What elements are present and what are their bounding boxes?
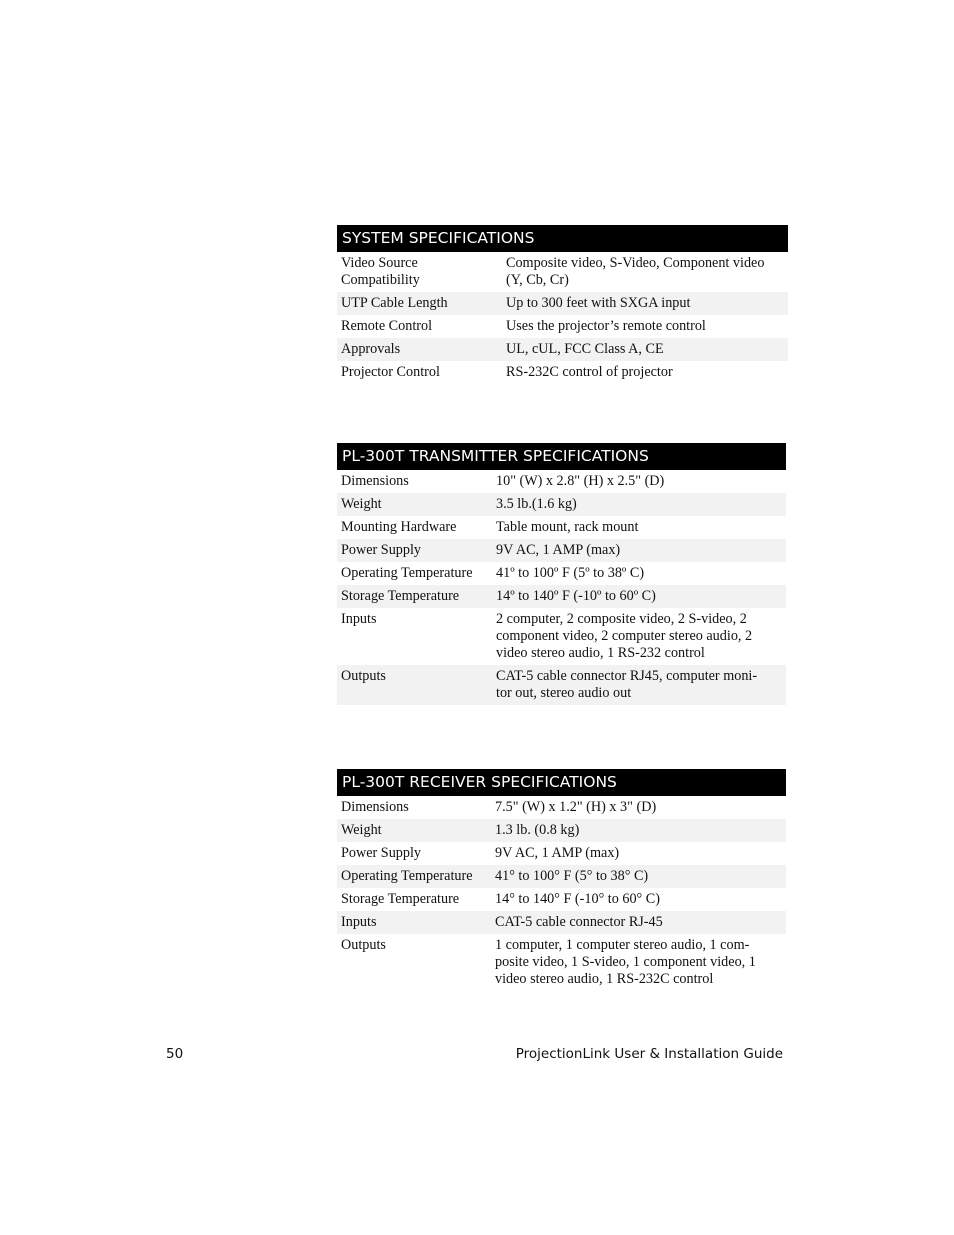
table-row bbox=[337, 493, 786, 516]
spec-value: 41º to 100º F (5º to 38º C) bbox=[496, 565, 645, 581]
spec-label: Dimensions bbox=[341, 473, 409, 489]
spec-value: Composite video, S-Video, Component video (Y, Cb, Cr) bbox=[506, 255, 765, 288]
table-row bbox=[337, 819, 786, 842]
table-row bbox=[337, 292, 788, 315]
table-row bbox=[337, 539, 786, 562]
spec-label: Outputs bbox=[341, 937, 386, 953]
spec-label: Operating Temperature bbox=[341, 565, 473, 581]
transmitter-specifications-table bbox=[337, 443, 786, 705]
spec-value: 9V AC, 1 AMP (max) bbox=[496, 542, 621, 558]
spec-value: 14° to 140° F (-10° to 60° C) bbox=[495, 891, 660, 907]
table-row bbox=[337, 842, 786, 865]
spec-value: CAT-5 cable connector RJ-45 bbox=[495, 914, 663, 930]
table-title: PL-300T RECEIVER SPECIFICATIONS bbox=[337, 769, 786, 796]
spec-value: 10" (W) x 2.8" (H) x 2.5" (D) bbox=[496, 473, 665, 489]
table-body bbox=[337, 252, 788, 384]
spec-label: Operating Temperature bbox=[341, 868, 473, 884]
table-row bbox=[337, 665, 786, 705]
spec-label: Video Source Compatibility bbox=[341, 255, 420, 288]
spec-label: Storage Temperature bbox=[341, 588, 460, 604]
spec-value: UL, cUL, FCC Class A, CE bbox=[506, 341, 664, 357]
spec-label: Dimensions bbox=[341, 799, 409, 815]
table-title: SYSTEM SPECIFICATIONS bbox=[337, 225, 788, 252]
table-row bbox=[337, 315, 788, 338]
spec-label: Storage Temperature bbox=[341, 891, 460, 907]
spec-label: UTP Cable Length bbox=[341, 295, 448, 311]
spec-value: 1 computer, 1 computer stereo audio, 1 com- posite video, 1 S-video, 1 component video, 1 video stereo audio, 1 RS-232C control bbox=[495, 937, 756, 987]
page-number: 50 bbox=[166, 1046, 184, 1062]
document-title: ProjectionLink User & Installation Guide bbox=[515, 1046, 783, 1062]
spec-label: Inputs bbox=[341, 914, 377, 930]
spec-value: 2 computer, 2 composite video, 2 S-video, 2 component video, 2 computer stereo audio, 2 video stereo audio, 1 RS-232 control bbox=[496, 611, 753, 661]
spec-label: Projector Control bbox=[341, 364, 440, 380]
spec-value: 3.5 lb.(1.6 kg) bbox=[496, 496, 577, 512]
spec-value: 7.5" (W) x 1.2" (H) x 3" (D) bbox=[495, 799, 657, 815]
table-row bbox=[337, 470, 786, 493]
table-row bbox=[337, 608, 786, 665]
spec-value: Table mount, rack mount bbox=[496, 519, 639, 535]
spec-label: Outputs bbox=[341, 668, 386, 684]
table-row bbox=[337, 865, 786, 888]
table-row bbox=[337, 934, 786, 991]
spec-value: RS-232C control of projector bbox=[506, 364, 673, 380]
table-body bbox=[337, 470, 786, 705]
spec-value: Uses the projector’s remote control bbox=[506, 318, 706, 334]
spec-label: Approvals bbox=[341, 341, 401, 357]
spec-label: Weight bbox=[341, 496, 382, 512]
spec-label: Inputs bbox=[341, 611, 377, 627]
table-row bbox=[337, 796, 786, 819]
table-row bbox=[337, 338, 788, 361]
table-row bbox=[337, 562, 786, 585]
spec-label: Power Supply bbox=[341, 542, 422, 558]
spec-label: Weight bbox=[341, 822, 382, 838]
table-title: PL-300T TRANSMITTER SPECIFICATIONS bbox=[337, 443, 786, 470]
spec-value: CAT-5 cable connector RJ45, computer moni- tor out, stereo audio out bbox=[496, 668, 758, 701]
table-row bbox=[337, 361, 788, 384]
spec-value: 1.3 lb. (0.8 kg) bbox=[495, 822, 580, 838]
spec-value: 41° to 100° F (5° to 38° C) bbox=[495, 868, 649, 884]
table-row bbox=[337, 516, 786, 539]
spec-label: Power Supply bbox=[341, 845, 422, 861]
spec-label: Remote Control bbox=[341, 318, 433, 334]
table-row bbox=[337, 252, 788, 292]
table-row bbox=[337, 888, 786, 911]
table-body bbox=[337, 796, 786, 991]
table-row bbox=[337, 585, 786, 608]
spec-value: 9V AC, 1 AMP (max) bbox=[495, 845, 620, 861]
table-row bbox=[337, 911, 786, 934]
receiver-specifications-table bbox=[337, 769, 786, 991]
spec-label: Mounting Hardware bbox=[341, 519, 457, 535]
spec-value: Up to 300 feet with SXGA input bbox=[506, 295, 691, 311]
system-specifications-table bbox=[337, 225, 788, 384]
spec-value: 14º to 140º F (-10º to 60º C) bbox=[496, 588, 656, 604]
